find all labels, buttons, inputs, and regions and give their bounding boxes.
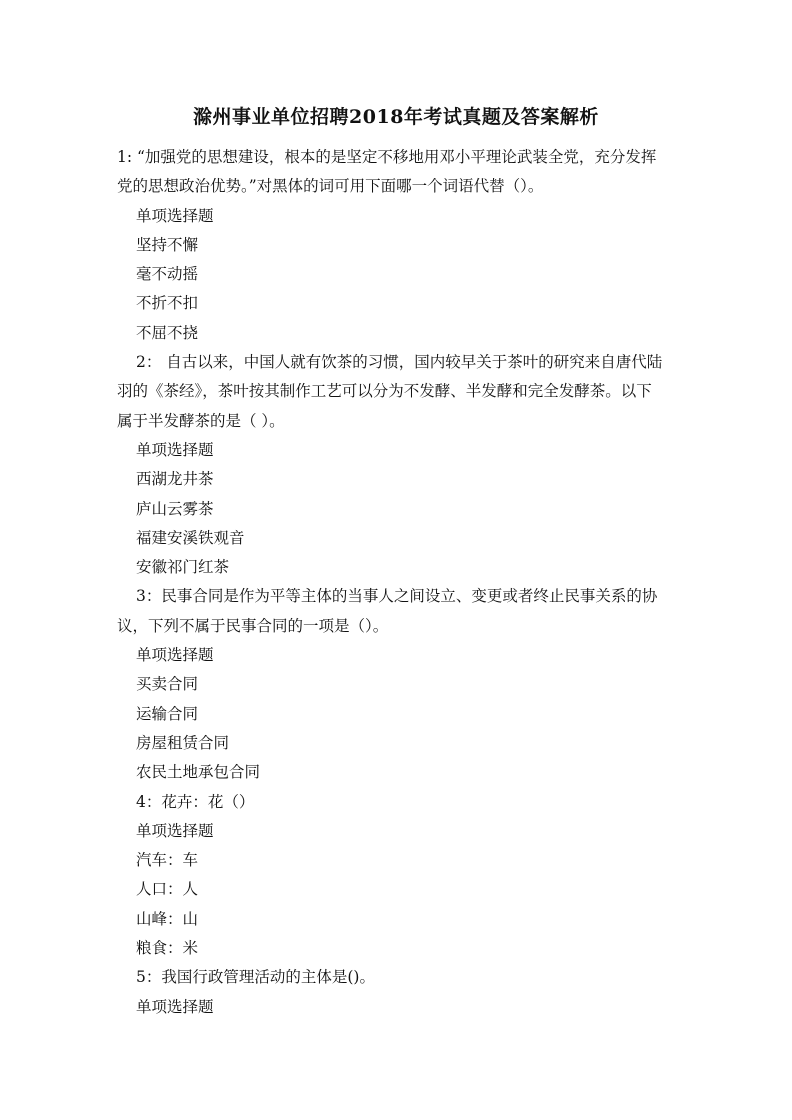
answer-option: 福建安溪铁观音 — [136, 528, 245, 547]
question-stem-line: 2： 自古以来，中国人就有饮茶的习惯，国内较早关于茶叶的研究来自唐代陆 — [136, 353, 663, 372]
question-stem-line: 属于半发酵茶的是（ ）。 — [117, 411, 285, 430]
question-3 — [117, 582, 677, 787]
question-stem-line: 议，下列不属于民事合同的一项是（）。 — [117, 616, 389, 635]
answer-option: 不折不扣 — [136, 294, 199, 313]
answer-option: 人口：人 — [136, 880, 199, 899]
answer-option: 不屈不挠 — [136, 323, 199, 342]
answer-option: 汽车：车 — [136, 851, 199, 870]
answer-option: 山峰：山 — [136, 909, 199, 928]
question-stem-line: 4：花卉：花（） — [136, 792, 255, 811]
question-1 — [117, 143, 677, 348]
question-type-label: 单项选择题 — [136, 440, 214, 459]
question-stem-line: 3：民事合同是作为平等主体的当事人之间设立、变更或者终止民事关系的协 — [136, 587, 658, 606]
question-stem-line: 党的思想政治优势。”对黑体的词可用下面哪一个词语代替（）。 — [117, 177, 544, 196]
answer-option: 粮食：米 — [136, 939, 199, 958]
question-list — [117, 143, 677, 1022]
answer-option: 农民土地承包合同 — [136, 763, 261, 782]
answer-option: 买卖合同 — [136, 675, 199, 694]
question-type-label: 单项选择题 — [136, 646, 214, 665]
answer-option: 毫不动摇 — [136, 265, 199, 284]
document-title: 滁州事业单位招聘2018年考试真题及答案解析 — [193, 106, 599, 128]
answer-option: 西湖龙井茶 — [136, 470, 214, 489]
question-stem-line: 羽的《茶经》，茶叶按其制作工艺可以分为不发酵、半发酵和完全发酵茶。以下 — [117, 382, 652, 401]
question-type-label: 单项选择题 — [136, 821, 214, 840]
answer-option: 安徽祁门红茶 — [136, 558, 230, 577]
question-5 — [117, 963, 677, 1022]
question-stem-line: 5：我国行政管理活动的主体是()。 — [136, 968, 375, 987]
question-stem-line: 1: “加强党的思想建设，根本的是坚定不移地用邓小平理论武装全党，充分发挥 — [117, 148, 657, 166]
question-type-label: 单项选择题 — [136, 206, 214, 225]
question-type-label: 单项选择题 — [136, 997, 214, 1016]
question-2 — [117, 348, 677, 582]
question-4 — [117, 788, 677, 964]
answer-option: 运输合同 — [136, 704, 199, 723]
answer-option: 坚持不懈 — [136, 235, 199, 254]
answer-option: 房屋租赁合同 — [136, 733, 230, 752]
answer-option: 庐山云雾茶 — [136, 499, 214, 518]
